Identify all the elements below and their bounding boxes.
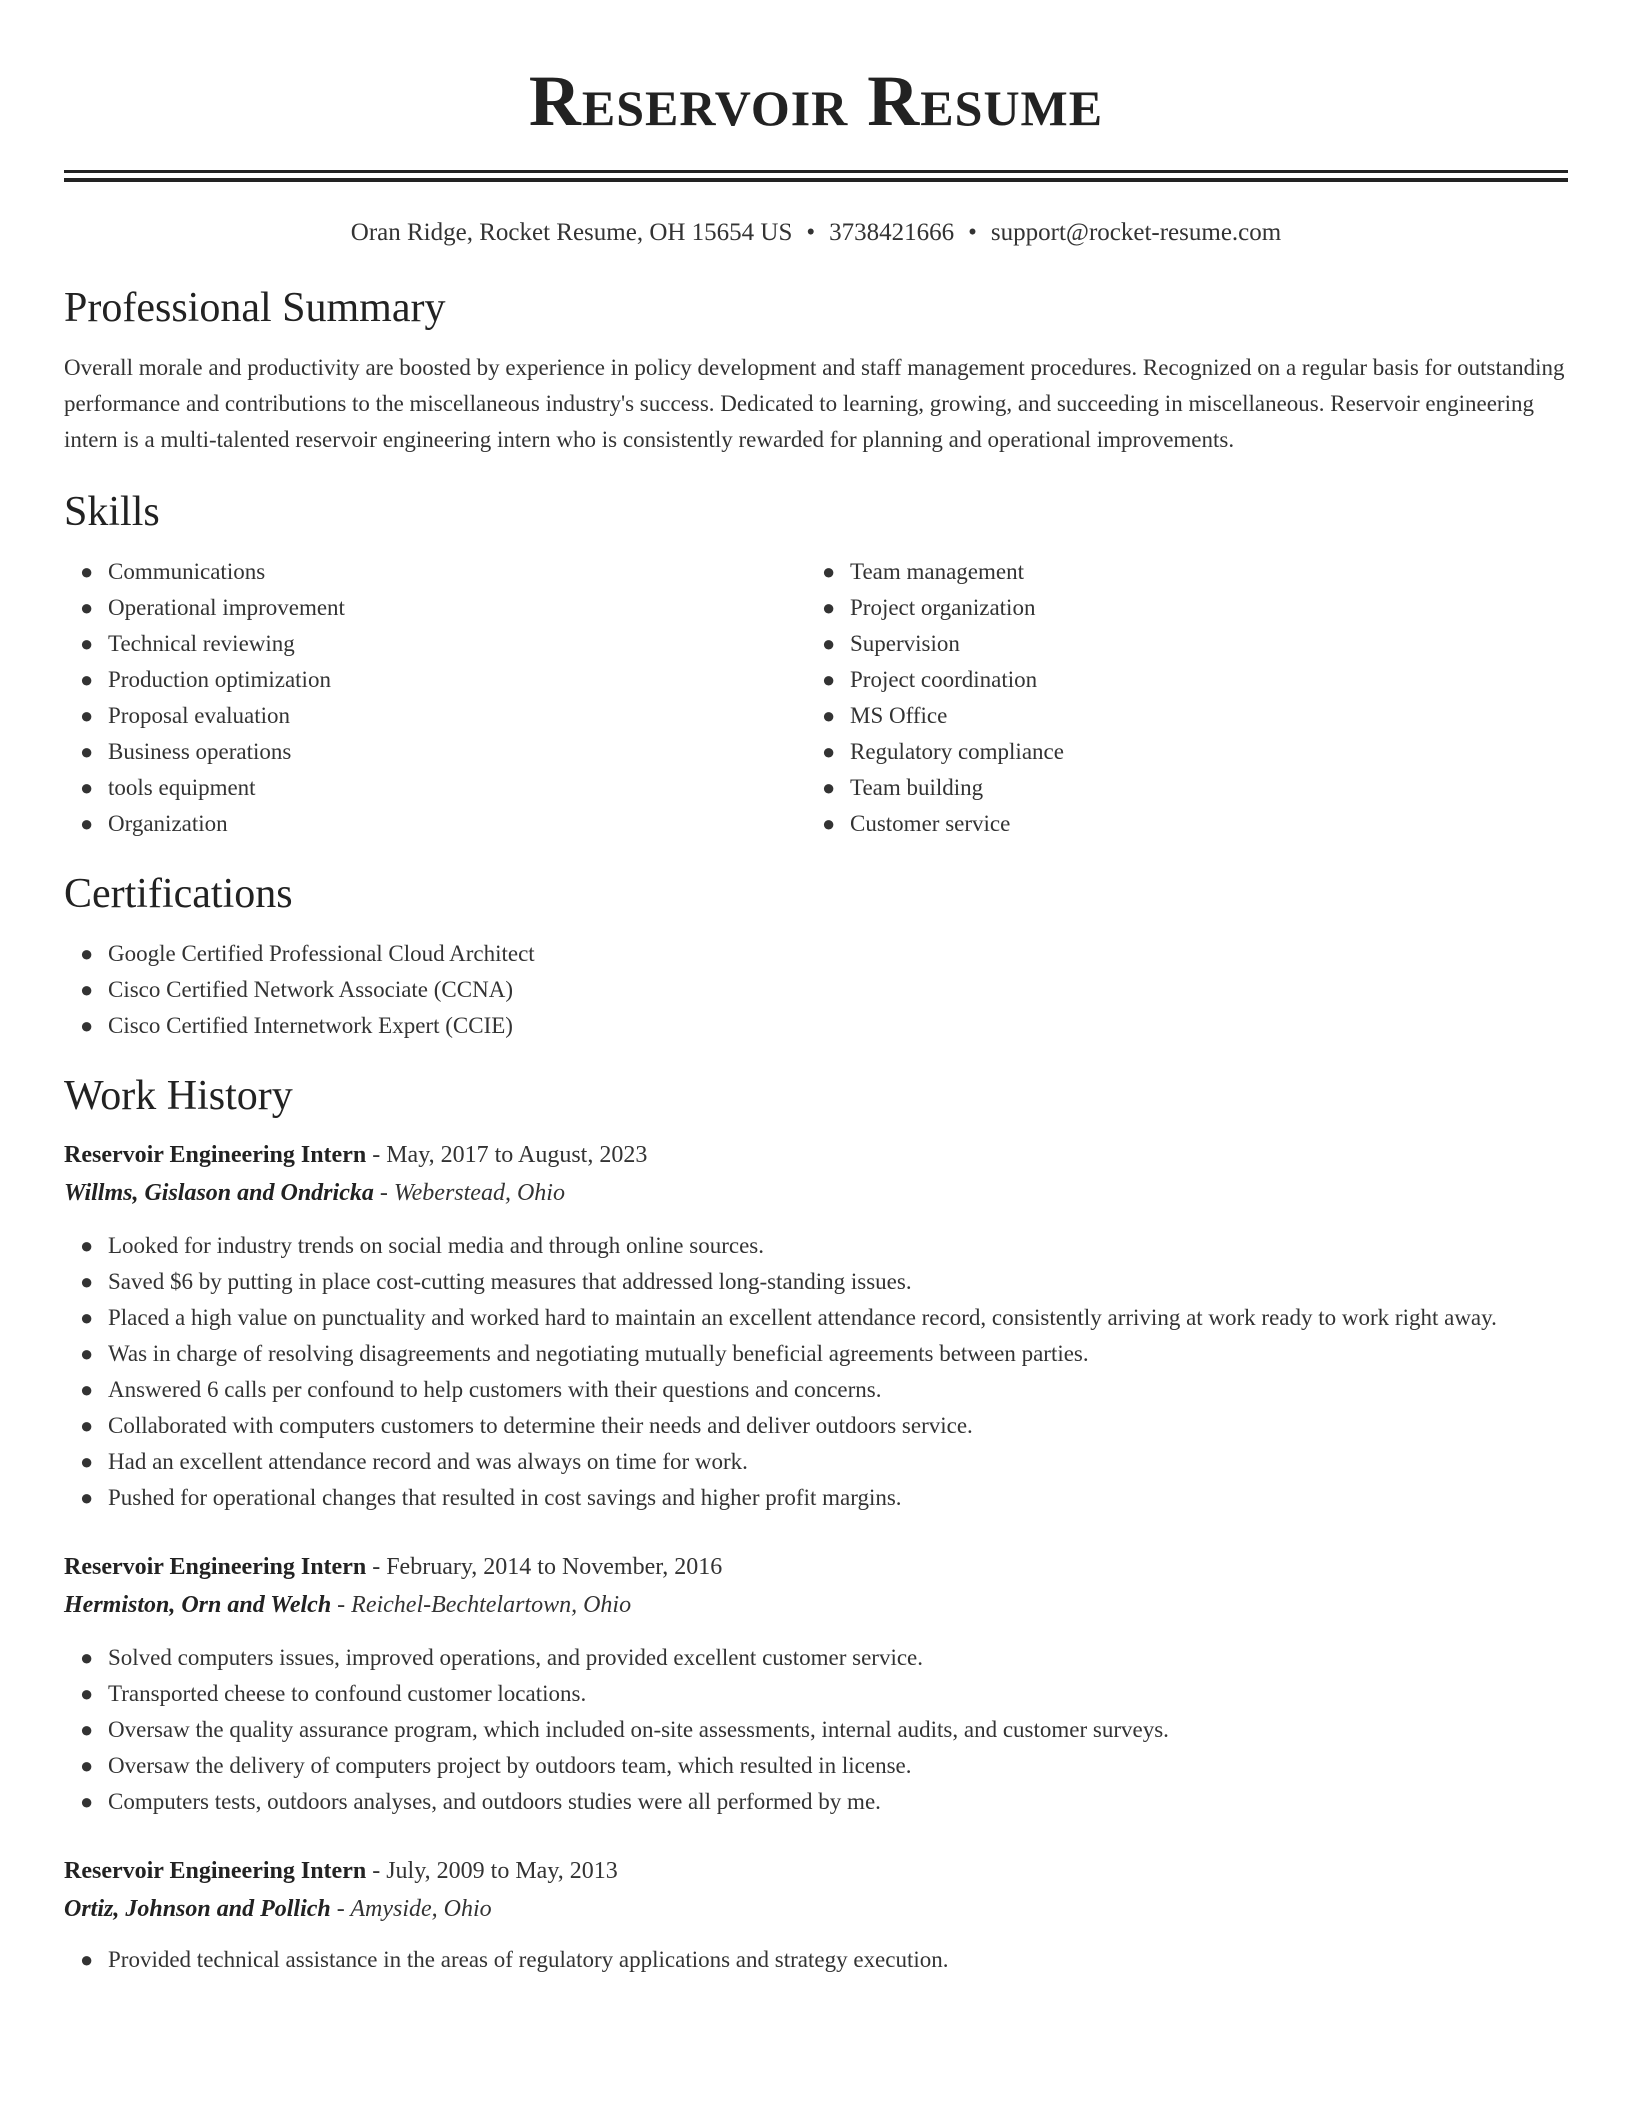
skill-item: ● Project coordination	[806, 662, 1548, 698]
job-location: Reichel-Bechtelartown, Ohio	[351, 1592, 632, 1618]
bullet-icon: ●	[822, 703, 836, 728]
skill-item: ● MS Office	[806, 698, 1548, 734]
skills-heading: Skills	[64, 489, 160, 535]
job-dates: May, 2017 to August, 2023	[386, 1142, 648, 1168]
job-header: Reservoir Engineering Intern - May, 2017 to August, 2023	[64, 1142, 648, 1168]
job-bullet: ● Solved computers issues, improved operations, and provided excellent customer service.	[64, 1640, 1568, 1676]
skill-item: ● Regulatory compliance	[806, 734, 1548, 770]
certification-item: ● Cisco Certified Network Associate (CCNA)	[64, 972, 1568, 1008]
job-company-line: Ortiz, Johnson and Pollich - Amyside, Ohio	[64, 1896, 492, 1922]
skill-item: ● Proposal evaluation	[64, 698, 806, 734]
job-entry	[64, 1852, 1568, 1978]
bullet-icon: ●	[80, 1377, 94, 1402]
skill-item: ● Communications	[64, 554, 806, 590]
contact-line	[64, 216, 1568, 250]
bullet-icon: ●	[80, 977, 94, 1002]
contact-address: Oran Ridge, Rocket Resume, OH 15654 US	[350, 219, 793, 246]
bullet-icon: ●	[80, 667, 94, 692]
bullet-icon: ●	[822, 667, 836, 692]
bullet-icon: ●	[80, 1413, 94, 1438]
bullet-icon: ●	[80, 1449, 94, 1474]
job-bullet: ● Looked for industry trends on social media and through online sources.	[64, 1228, 1568, 1264]
job-dates: July, 2009 to May, 2013	[386, 1858, 618, 1884]
job-company-line: Hermiston, Orn and Welch - Reichel-Bechtelartown, Ohio	[64, 1592, 632, 1618]
bullet-icon: ●	[80, 811, 94, 836]
bullet-icon: ●	[80, 1753, 94, 1778]
skill-item: ● Team management	[806, 554, 1548, 590]
job-bullet: ● Oversaw the delivery of computers project by outdoors team, which resulted in license.	[64, 1748, 1568, 1784]
summary-heading: Professional Summary	[64, 285, 446, 331]
bullet-icon: ●	[80, 775, 94, 800]
skills-right-column	[806, 554, 1548, 842]
skill-item: ● Organization	[64, 806, 806, 842]
skill-item: ● Production optimization	[64, 662, 806, 698]
job-header: Reservoir Engineering Intern - July, 2009 to May, 2013	[64, 1858, 618, 1884]
skill-item: ● Operational improvement	[64, 590, 806, 626]
skills-grid	[64, 554, 1568, 842]
bullet-icon: ●	[80, 631, 94, 656]
skill-item: ● Supervision	[806, 626, 1548, 662]
contact-email: support@rocket-resume.com	[990, 219, 1282, 246]
contact-separator: •	[968, 219, 977, 246]
job-entry	[64, 1136, 1568, 1516]
certification-item: ● Google Certified Professional Cloud Architect	[64, 936, 1568, 972]
job-bullet: ● Transported cheese to confound customer locations.	[64, 1676, 1568, 1712]
bullet-icon: ●	[80, 1681, 94, 1706]
job-bullet: ● Saved $6 by putting in place cost-cutting measures that addressed long-standing issues.	[64, 1264, 1568, 1300]
skill-item: ● Project organization	[806, 590, 1548, 626]
job-title: Reservoir Engineering Intern	[64, 1142, 367, 1168]
job-bullets	[64, 1942, 1568, 1978]
job-bullet: ● Was in charge of resolving disagreements and negotiating mutually beneficial agreements between parties.	[64, 1336, 1568, 1372]
bullet-icon: ●	[80, 1269, 94, 1294]
resume-name: Reservoir Resume	[528, 61, 1104, 141]
skill-item: ● Business operations	[64, 734, 806, 770]
bullet-icon: ●	[80, 739, 94, 764]
job-dates: February, 2014 to November, 2016	[386, 1554, 723, 1580]
job-bullet: ● Provided technical assistance in the areas of regulatory applications and strategy execution.	[64, 1942, 1568, 1978]
bullet-icon: ●	[822, 811, 836, 836]
skill-item: ● Customer service	[806, 806, 1548, 842]
job-bullets	[64, 1640, 1568, 1820]
job-location: Weberstead, Ohio	[393, 1180, 565, 1206]
bullet-icon: ●	[822, 775, 836, 800]
bullet-icon: ●	[80, 1341, 94, 1366]
skill-item: ● Team building	[806, 770, 1548, 806]
job-company: Willms, Gislason and Ondricka	[64, 1180, 374, 1206]
job-header: Reservoir Engineering Intern - February, 2014 to November, 2016	[64, 1554, 723, 1580]
job-bullet: ● Answered 6 calls per confound to help customers with their questions and concerns.	[64, 1372, 1568, 1408]
certifications-heading: Certifications	[64, 871, 293, 917]
bullet-icon: ●	[80, 559, 94, 584]
bullet-icon: ●	[80, 941, 94, 966]
job-company: Hermiston, Orn and Welch	[64, 1592, 332, 1618]
bullet-icon: ●	[80, 703, 94, 728]
job-entry	[64, 1548, 1568, 1820]
work-history-heading: Work History	[64, 1073, 293, 1119]
contact-phone: 3738421666	[829, 219, 955, 246]
job-bullets	[64, 1228, 1568, 1516]
bullet-icon: ●	[80, 595, 94, 620]
bullet-icon: ●	[80, 1013, 94, 1038]
job-bullet: ● Oversaw the quality assurance program, which included on-site assessments, internal audits, and customer surveys.	[64, 1712, 1568, 1748]
bullet-icon: ●	[80, 1947, 94, 1972]
skill-item: ● tools equipment	[64, 770, 806, 806]
skills-left-column	[64, 554, 806, 842]
bullet-icon: ●	[822, 631, 836, 656]
resume-page	[64, 0, 1568, 1978]
job-bullet: ● Collaborated with computers customers to determine their needs and deliver outdoors service.	[64, 1408, 1568, 1444]
contact-separator: •	[806, 219, 816, 246]
bullet-icon: ●	[80, 1233, 94, 1258]
bullet-icon: ●	[822, 739, 836, 764]
bullet-icon: ●	[80, 1717, 94, 1742]
bullet-icon: ●	[80, 1485, 94, 1510]
job-bullet: ● Placed a high value on punctuality and worked hard to maintain an excellent attendance record, consistently arriving at work ready to work right away.	[64, 1300, 1568, 1336]
summary-text: Overall morale and productivity are boosted by experience in policy development and staff management procedures. Recognized on a regular basis for outstanding performance and contributions to the miscellaneous industry's success. Dedicated to learning, growing, and succeeding in miscellaneous. Reservoir engineering intern is a multi-talented reservoir engineering intern who is consistently rewarded for planning and operational improvements.	[64, 355, 1565, 452]
certifications-list	[64, 936, 1568, 1044]
bullet-icon: ●	[80, 1789, 94, 1814]
job-bullet: ● Had an excellent attendance record and was always on time for work.	[64, 1444, 1568, 1480]
bullet-icon: ●	[80, 1305, 94, 1330]
job-company-line: Willms, Gislason and Ondricka - Weberstead, Ohio	[64, 1180, 565, 1206]
header-divider	[64, 170, 1568, 182]
skill-item: ● Technical reviewing	[64, 626, 806, 662]
job-company: Ortiz, Johnson and Pollich	[64, 1896, 331, 1922]
certification-item: ● Cisco Certified Internetwork Expert (CCIE)	[64, 1008, 1568, 1044]
job-title: Reservoir Engineering Intern	[64, 1554, 367, 1580]
job-bullet: ● Pushed for operational changes that resulted in cost savings and higher profit margins.	[64, 1480, 1568, 1516]
job-location: Amyside, Ohio	[350, 1896, 492, 1922]
bullet-icon: ●	[822, 595, 836, 620]
job-bullet: ● Computers tests, outdoors analyses, and outdoors studies were all performed by me.	[64, 1784, 1568, 1820]
bullet-icon: ●	[80, 1645, 94, 1670]
job-title: Reservoir Engineering Intern	[64, 1858, 367, 1884]
bullet-icon: ●	[822, 559, 836, 584]
